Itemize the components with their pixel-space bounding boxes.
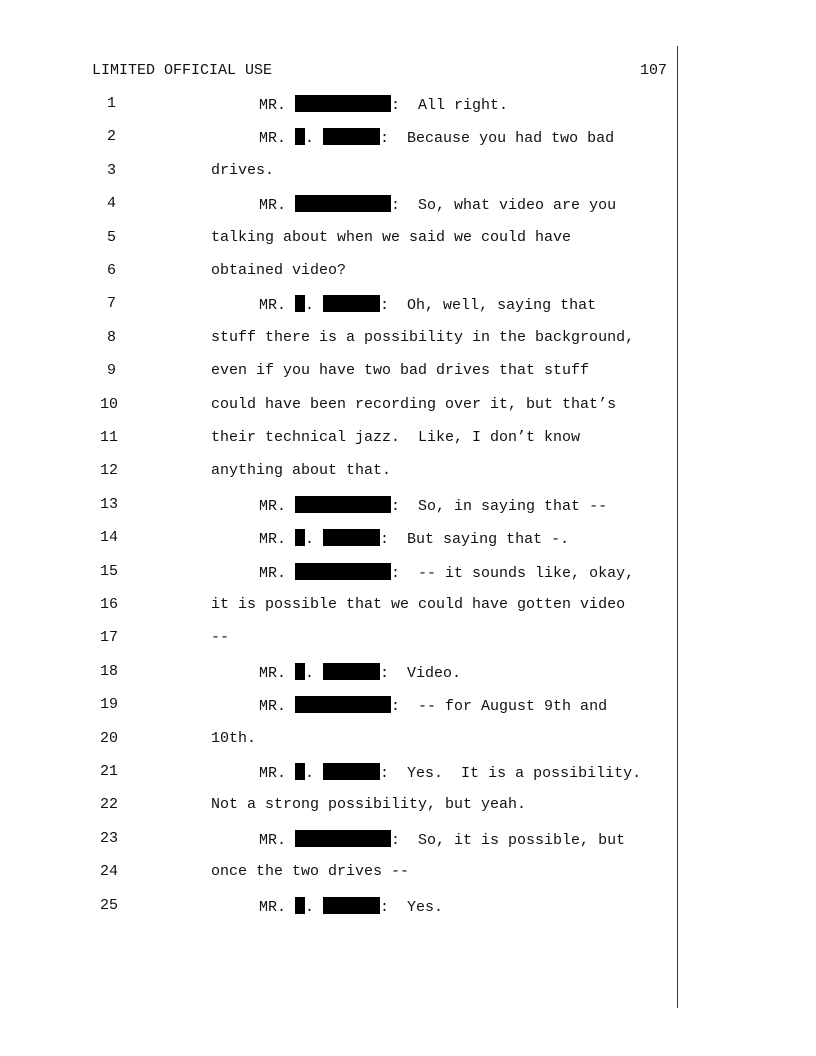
speaker-line: MR. . : Oh, well, saying that [259,297,597,314]
continuation-line: -- [211,629,230,646]
spoken-text: : Oh, well, saying that [380,297,597,314]
transcript-line [0,796,670,816]
continuation-line: obtained video? [211,262,347,279]
spoken-text: : -- it sounds like, okay, [391,565,635,582]
line-number: 15 [100,563,119,580]
line-number: 22 [100,796,119,813]
transcript-line [0,730,670,750]
speaker-line [259,195,616,214]
spoken-text: : So, in saying that -- [391,498,608,515]
redaction-initial [295,763,305,780]
margin-rule [677,46,678,1008]
redaction-block [295,696,391,713]
continuation-line: 10th. [211,730,257,747]
speaker-line: MR. . : But saying that -. [259,531,570,548]
transcript-line [0,195,670,215]
continuation-line: drives. [211,162,275,179]
redaction-block [295,563,391,580]
speaker-title: MR. [259,698,287,715]
transcript-line [0,262,670,282]
transcript-line [0,763,670,783]
transcript-line [0,128,670,148]
speaker-title: MR. [259,765,287,782]
redaction-surname [323,763,380,780]
speaker-title: MR. [259,899,287,916]
redaction-initial [295,295,305,312]
line-number: 9 [106,362,116,379]
spoken-text: : All right. [391,97,509,114]
line-number: 11 [100,429,119,446]
spoken-text: : So, what video are you [391,197,617,214]
redaction-initial [295,128,305,145]
classification-header: LIMITED OFFICIAL USE [92,62,273,79]
page-number: 107 [639,62,667,79]
speaker-title: MR. [259,297,287,314]
spoken-text: : But saying that -. [380,531,570,548]
speaker-title: MR. [259,97,287,114]
speaker-line [259,95,508,114]
continuation-line: could have been recording over it, but that’s [211,396,617,413]
transcript-line [0,329,670,349]
speaker-title: MR. [259,832,287,849]
line-number: 2 [106,128,116,145]
transcript-line [0,563,670,583]
redaction-surname [323,128,380,145]
line-number: 21 [100,763,119,780]
line-number: 3 [106,162,116,179]
line-number: 8 [106,329,116,346]
redaction-surname [323,663,380,680]
spoken-text: : Because you had two bad [380,130,615,147]
speaker-title: MR. [259,498,287,515]
transcript-line [0,229,670,249]
transcript-line [0,496,670,516]
redaction-block [295,95,391,112]
spoken-text: : So, it is possible, but [391,832,626,849]
speaker-title: MR. [259,565,287,582]
transcript-line [0,295,670,315]
speaker-title: MR. [259,665,287,682]
transcript-line [0,462,670,482]
transcript-line [0,596,670,616]
line-number: 23 [100,830,119,847]
redaction-initial [295,897,305,914]
continuation-line: their technical jazz. Like, I don’t know [211,429,581,446]
redaction-initial [295,529,305,546]
line-number: 25 [100,897,119,914]
redaction-surname [323,295,380,312]
transcript-line [0,429,670,449]
redaction-surname [323,529,380,546]
speaker-line: MR. . : Yes. [259,899,444,916]
line-number: 10 [100,396,119,413]
line-number: 12 [100,462,119,479]
line-number: 24 [100,863,119,880]
line-number: 16 [100,596,119,613]
line-number: 5 [106,229,116,246]
line-number: 6 [106,262,116,279]
spoken-text: : Yes. [380,899,444,916]
speaker-line [259,830,625,849]
line-number: 4 [106,195,116,212]
line-number: 13 [100,496,119,513]
spoken-text: : Yes. It is a possibility. [380,765,642,782]
redaction-surname [323,897,380,914]
redaction-block [295,830,391,847]
spoken-text: : Video. [380,665,462,682]
redaction-block [295,496,391,513]
continuation-line: Not a strong possibility, but yeah. [211,796,527,813]
speaker-line [259,696,607,715]
transcript-line [0,663,670,683]
redaction-initial [295,663,305,680]
line-number: 1 [106,95,116,112]
speaker-title: MR. [259,197,287,214]
speaker-line [259,563,634,582]
transcript-line [0,830,670,850]
transcript-line [0,162,670,182]
spoken-text: : -- for August 9th and [391,698,608,715]
line-number: 14 [100,529,119,546]
line-number: 19 [100,696,119,713]
speaker-title: MR. [259,531,287,548]
transcript-line [0,863,670,883]
redaction-block [295,195,391,212]
line-number: 20 [100,730,119,747]
speaker-line: MR. . : Video. [259,665,462,682]
speaker-line: MR. . : Yes. It is a possibility. [259,765,642,782]
continuation-line: talking about when we said we could have [211,229,572,246]
transcript-line [0,95,670,115]
transcript-line [0,362,670,382]
line-number: 18 [100,663,119,680]
line-number: 7 [106,295,116,312]
transcript-line [0,696,670,716]
transcript-line [0,897,670,917]
continuation-line: anything about that. [211,462,392,479]
continuation-line: once the two drives -- [211,863,410,880]
transcript-line [0,629,670,649]
transcript-line [0,529,670,549]
line-number: 17 [100,629,119,646]
speaker-line: MR. . : Because you had two bad [259,130,615,147]
continuation-line: it is possible that we could have gotten video [211,596,626,613]
continuation-line: stuff there is a possibility in the background, [211,329,635,346]
speaker-title: MR. [259,130,287,147]
transcript-line [0,396,670,416]
speaker-line [259,496,607,515]
continuation-line: even if you have two bad drives that stuff [211,362,590,379]
